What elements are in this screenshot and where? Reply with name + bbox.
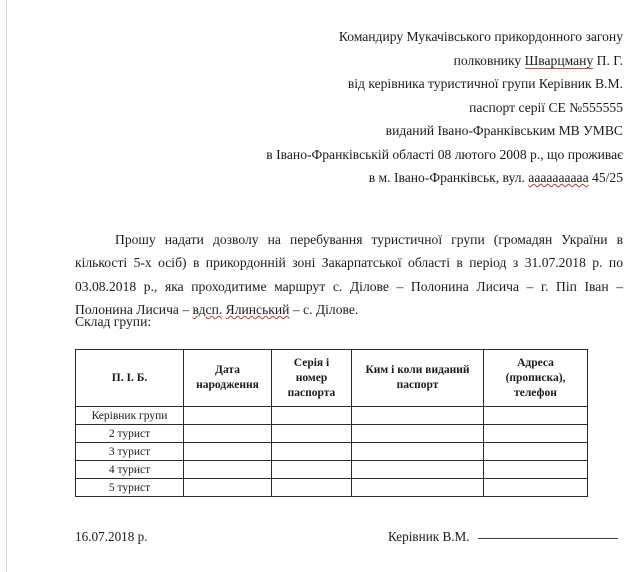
table-row bbox=[76, 425, 588, 443]
cell-member-name[interactable]: 3 турист bbox=[76, 443, 184, 461]
cell-member-address[interactable] bbox=[484, 479, 588, 497]
cell-member-issuer[interactable] bbox=[352, 407, 484, 425]
request-paragraph bbox=[75, 228, 623, 322]
cell-member-name[interactable]: 2 турист bbox=[76, 425, 184, 443]
cell-member-issuer[interactable] bbox=[352, 425, 484, 443]
column-header-birth-date-line2: народження bbox=[196, 379, 259, 391]
cell-member-dob[interactable] bbox=[184, 407, 272, 425]
cell-member-issuer[interactable] bbox=[352, 443, 484, 461]
spellcheck-word-shvartsman: Шварцману bbox=[524, 52, 594, 68]
signature-block bbox=[388, 528, 618, 546]
column-header-birth-date-line1: Дата bbox=[215, 364, 240, 376]
column-header-passport-number-line3: паспорта bbox=[287, 386, 336, 399]
addressee-line-5: виданий Івано-Франківським МВ УМВС bbox=[385, 123, 623, 138]
group-table-body bbox=[76, 407, 588, 497]
cell-member-name[interactable]: 4 турист bbox=[76, 461, 184, 479]
cell-member-passport[interactable] bbox=[272, 461, 352, 479]
cell-member-passport[interactable] bbox=[272, 407, 352, 425]
table-row bbox=[76, 461, 588, 479]
group-table-wrapper bbox=[75, 349, 587, 497]
addressee-line-3: від керівника туристичної групи Керівник В.М. bbox=[347, 76, 623, 91]
table-row bbox=[76, 407, 588, 425]
group-composition-label: Склад групи: bbox=[75, 314, 152, 329]
table-row bbox=[76, 479, 588, 497]
cell-member-passport[interactable] bbox=[272, 443, 352, 461]
addressee-line-6: в Івано-Франківській області 08 лютого 2008 р., що проживає bbox=[266, 146, 623, 162]
request-text-part-1: Прошу надати дозволу на перебування туристичної групи (громадян України в кількості 5-х осіб) в прикордонній зоні Закарпатської області в період з 31.07.2018 р. по 03.08.2018 р., яка проходитиме маршрут с. Ділове – Полонина Лисича – г. Піп Іван – Полонина Лисича – bbox=[75, 231, 623, 318]
addressee-rank-prefix: полковнику bbox=[453, 52, 525, 68]
signature-line[interactable] bbox=[478, 528, 618, 539]
group-table bbox=[75, 349, 588, 497]
cell-member-name[interactable]: 5 турист bbox=[76, 479, 184, 497]
cell-member-dob[interactable] bbox=[184, 425, 272, 443]
column-header-passport-number-line1: Серія і bbox=[293, 356, 330, 369]
table-header-row bbox=[76, 350, 588, 407]
column-header-address bbox=[484, 350, 588, 407]
cell-member-address[interactable] bbox=[484, 461, 588, 479]
column-header-passport-issuer-line1: Ким і коли виданий bbox=[365, 364, 470, 376]
addressee-initials: П. Г. bbox=[593, 52, 623, 68]
column-header-birth-date bbox=[184, 350, 272, 407]
addressee-house-number: 45/25 bbox=[588, 170, 623, 185]
addressee-line-7 bbox=[255, 166, 623, 190]
cell-member-passport[interactable] bbox=[272, 479, 352, 497]
cell-member-issuer[interactable] bbox=[352, 461, 484, 479]
document-date: 16.07.2018 р. bbox=[75, 529, 148, 544]
cell-member-address[interactable] bbox=[484, 407, 588, 425]
column-header-address-line2: телефон bbox=[514, 386, 557, 399]
addressee-block bbox=[255, 25, 623, 190]
addressee-line-4: паспорт серії СЕ №555555 bbox=[469, 99, 623, 115]
cell-member-issuer[interactable] bbox=[352, 479, 484, 497]
addressee-line-2 bbox=[255, 49, 623, 73]
cell-member-dob[interactable] bbox=[184, 479, 272, 497]
cell-member-passport[interactable] bbox=[272, 425, 352, 443]
addressee-line-1: Командиру Мукачівського прикордонного загону bbox=[338, 29, 623, 44]
addressee-address-prefix: в м. Івано-Франківськ, вул. bbox=[368, 170, 529, 185]
column-header-full-name-text: П. І. Б. bbox=[111, 371, 148, 384]
cell-member-dob[interactable] bbox=[184, 461, 272, 479]
spellcheck-word-vdsp: вдсп. bbox=[192, 302, 223, 318]
cell-member-name[interactable]: Керівник групи bbox=[76, 407, 184, 425]
cell-member-dob[interactable] bbox=[184, 443, 272, 461]
signer-name: Керівник В.М. bbox=[388, 529, 470, 544]
cell-member-address[interactable] bbox=[484, 443, 588, 461]
spellcheck-word-yalynskyi: Ялинський bbox=[225, 302, 290, 318]
column-header-passport-issuer bbox=[352, 350, 484, 407]
request-text-part-3: – с. Ділове. bbox=[289, 302, 359, 318]
cell-member-address[interactable] bbox=[484, 425, 588, 443]
column-header-full-name bbox=[76, 350, 184, 407]
column-header-passport-issuer-line2: паспорт bbox=[396, 379, 439, 391]
column-header-address-line1: Адреса (прописка), bbox=[505, 356, 566, 384]
group-table-header bbox=[76, 350, 588, 407]
column-header-passport-number bbox=[272, 350, 352, 407]
spellcheck-word-street: аааааааааа bbox=[528, 170, 589, 185]
table-row bbox=[76, 443, 588, 461]
column-header-passport-number-line2: номер bbox=[295, 371, 328, 384]
